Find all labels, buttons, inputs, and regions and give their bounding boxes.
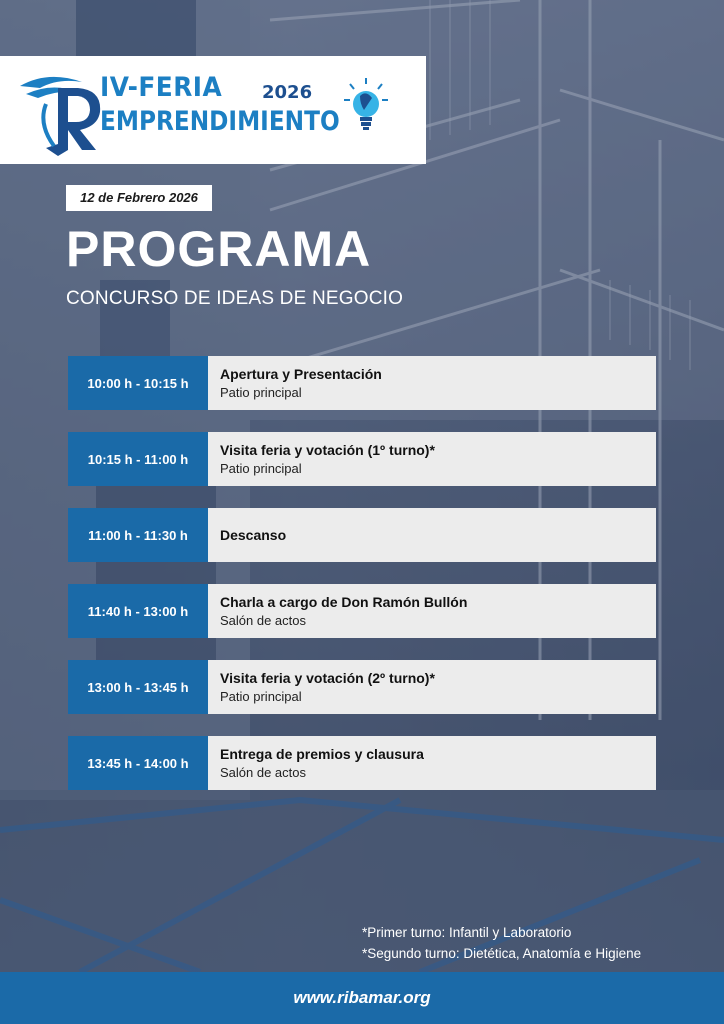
schedule-time: 10:00 h - 10:15 h [68, 356, 208, 410]
schedule-info [208, 660, 656, 714]
schedule-row [68, 660, 656, 714]
schedule-time: 10:15 h - 11:00 h [68, 432, 208, 486]
schedule-place: Patio principal [220, 689, 302, 704]
schedule-event: Apertura y Presentación [220, 366, 382, 382]
schedule-row [68, 508, 656, 562]
logo-year: 2026 [262, 82, 313, 103]
schedule-event: Visita feria y votación (1º turno)* [220, 442, 435, 458]
schedule-row [68, 356, 656, 410]
schedule-place: Patio principal [220, 461, 302, 476]
schedule-info [208, 508, 656, 562]
footnote-second-turn: *Segundo turno: Dietética, Anatomía e Higiene [362, 946, 642, 961]
schedule-time: 13:45 h - 14:00 h [68, 736, 208, 790]
schedule-place: Patio principal [220, 385, 302, 400]
schedule-time: 11:00 h - 11:30 h [68, 508, 208, 562]
schedule-row [68, 736, 656, 790]
schedule-info [208, 736, 656, 790]
schedule-time: 13:00 h - 13:45 h [68, 660, 208, 714]
page-title: PROGRAMA [66, 221, 372, 277]
page-subtitle: CONCURSO DE IDEAS DE NEGOCIO [66, 288, 404, 309]
schedule-event: Descanso [220, 527, 287, 543]
schedule-place: Salón de actos [220, 765, 307, 780]
logo-title-line2: EMPRENDIMIENTO [100, 106, 340, 137]
schedule-info [208, 432, 656, 486]
schedule-event: Entrega de premios y clausura [220, 746, 424, 762]
schedule-place: Salón de actos [220, 613, 307, 628]
schedule-info [208, 356, 656, 410]
schedule-time: 11:40 h - 13:00 h [68, 584, 208, 638]
event-date: 12 de Febrero 2026 [66, 185, 212, 211]
schedule-event: Visita feria y votación (2º turno)* [220, 670, 435, 686]
schedule-event: Charla a cargo de Don Ramón Bullón [220, 594, 468, 610]
schedule-row [68, 584, 656, 638]
schedule-info [208, 584, 656, 638]
event-logo [0, 56, 426, 164]
logo-title-line1: IV-FERIA [100, 72, 223, 103]
footnote-first-turn: *Primer turno: Infantil y Laboratorio [362, 925, 572, 940]
footnotes [362, 922, 641, 964]
ribamar-r-logo-icon [18, 64, 108, 158]
website-link[interactable]: www.ribamar.org [293, 988, 431, 1007]
footer-bar [0, 972, 724, 1024]
lightbulb-icon [344, 76, 388, 136]
schedule-row [68, 432, 656, 486]
